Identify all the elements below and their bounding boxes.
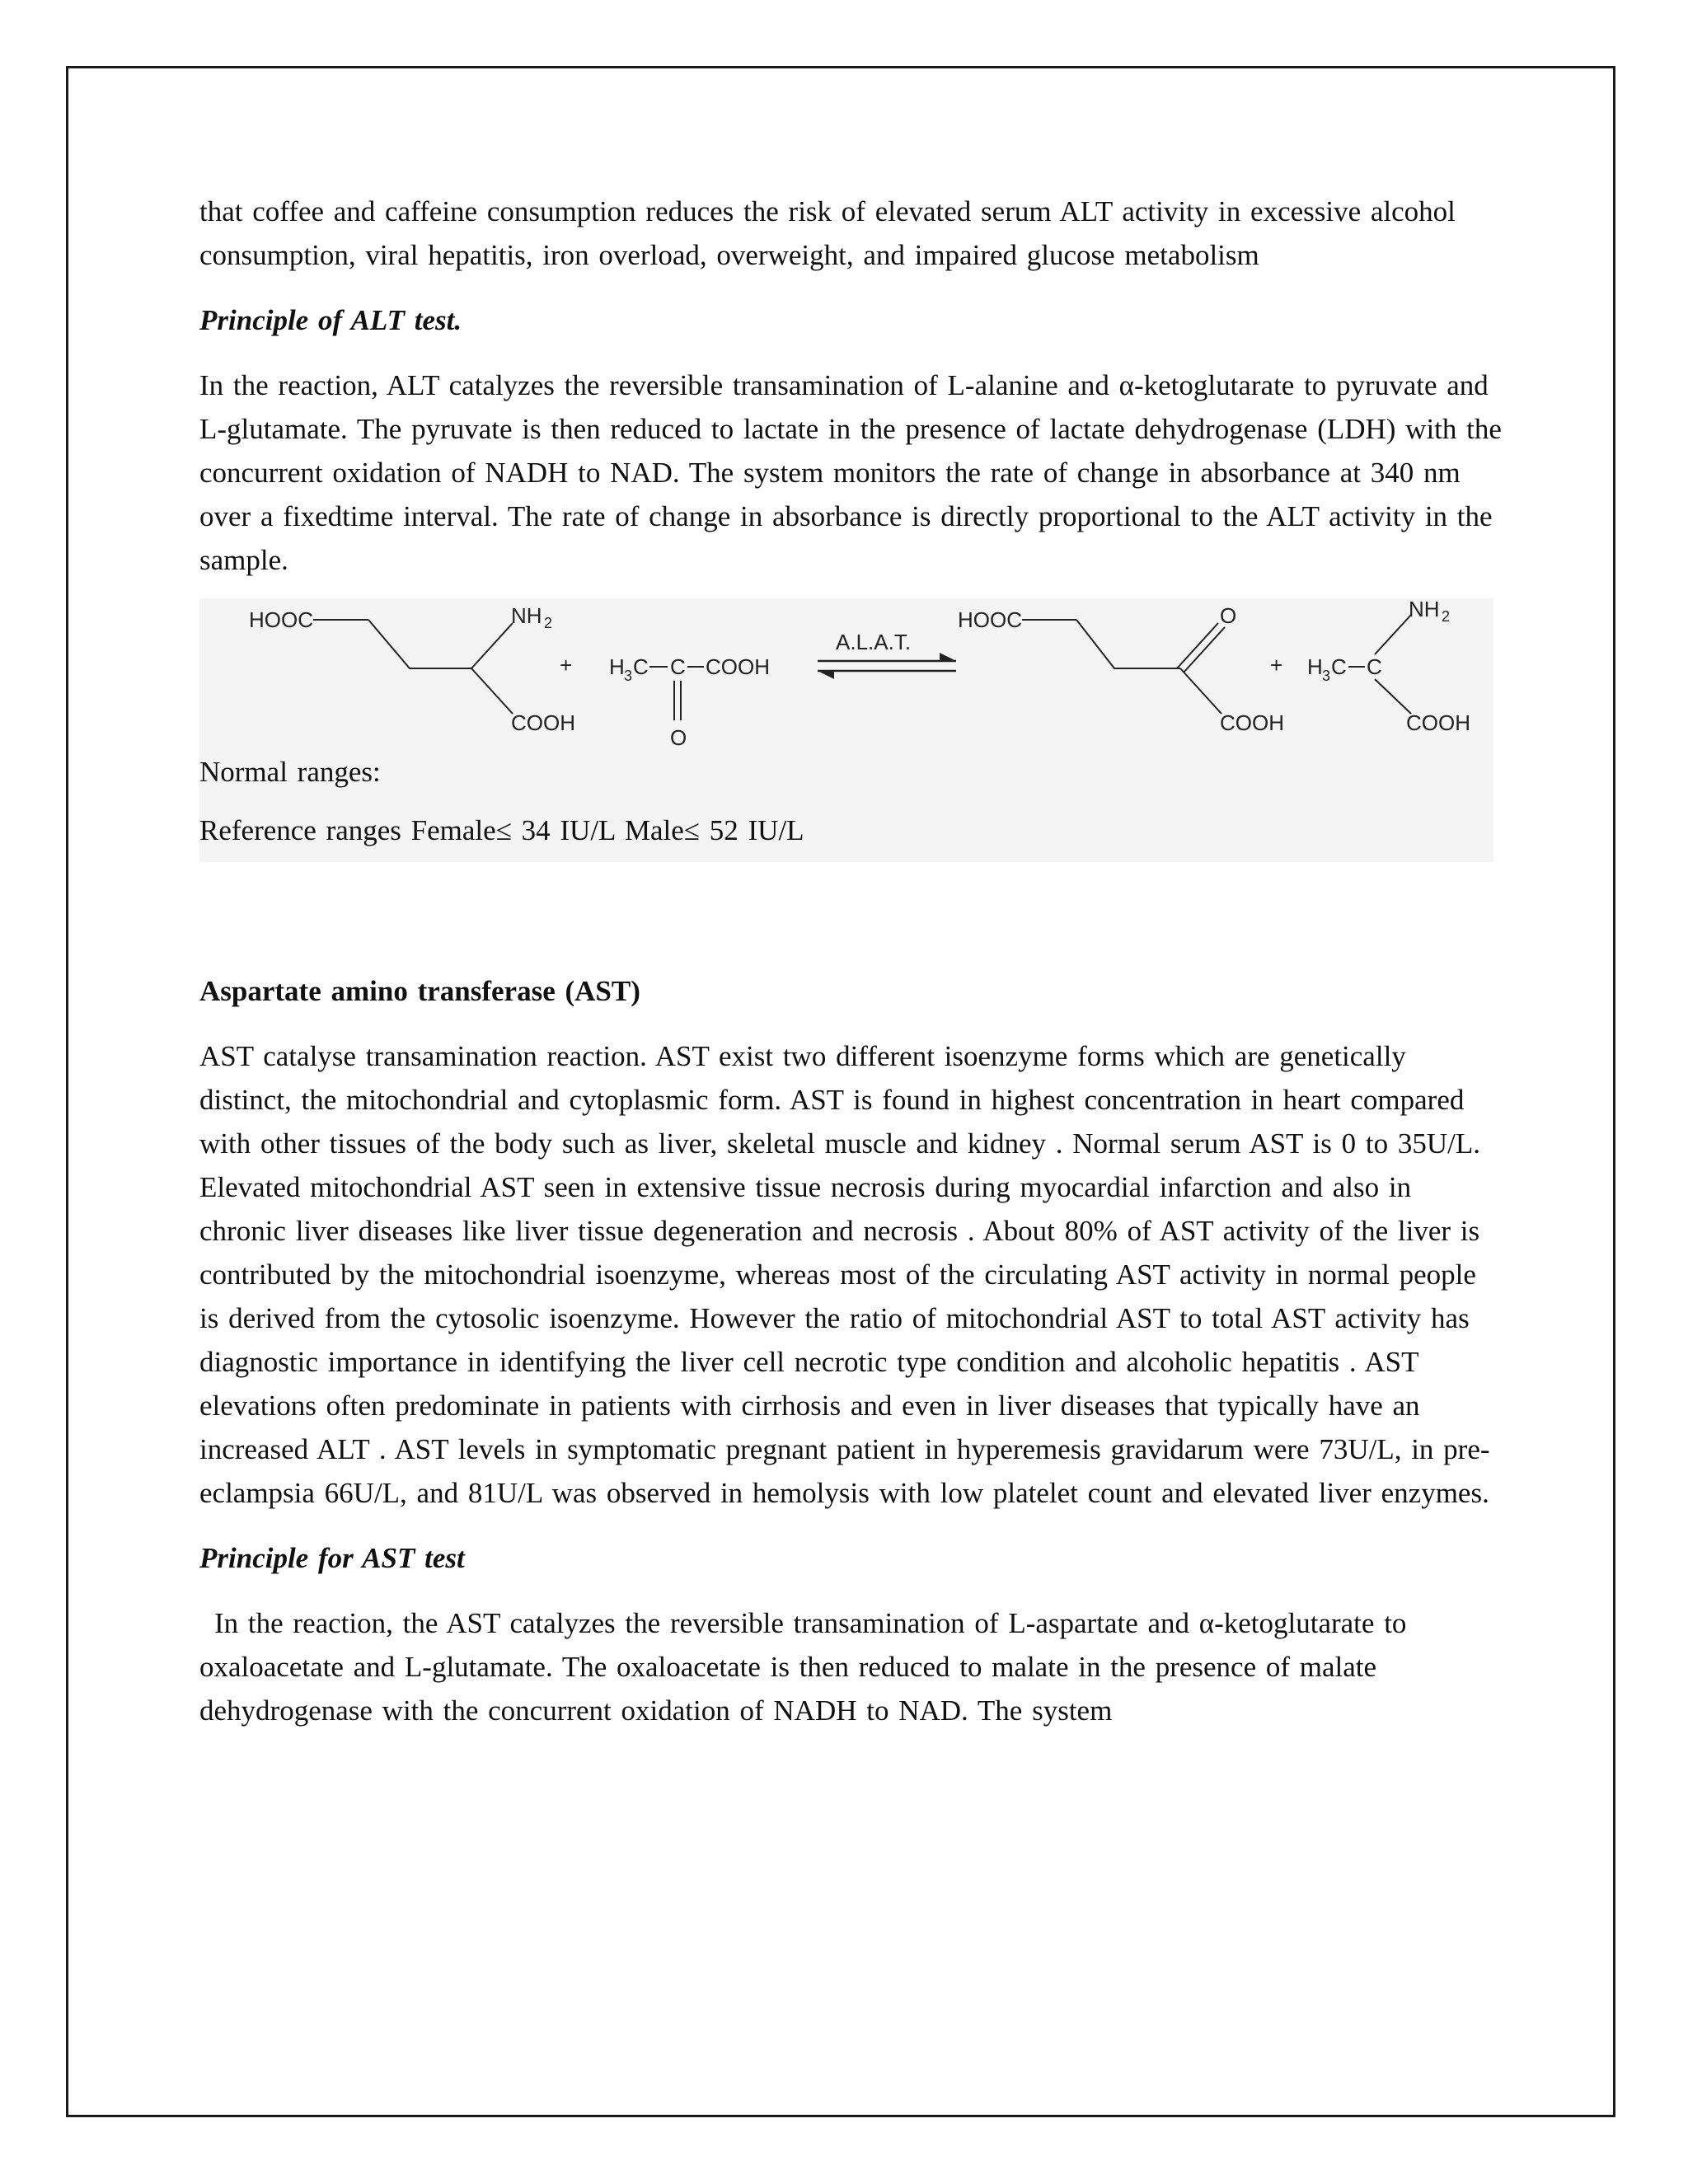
alt-principle-heading: Principle of ALT test.	[199, 304, 462, 336]
forward-arrowhead	[940, 653, 956, 661]
cooh-label-2: COOH	[706, 654, 770, 679]
intro-paragraph: that coffee and caffeine consumption reduces the risk of elevated serum ALT activity in excessive alcohol consumption, viral hepatitis, iron overload, overweight, and impaired glucose metabolism	[199, 195, 1456, 271]
c-label-2: C	[1367, 654, 1382, 679]
h3c-label-2: H	[1307, 654, 1323, 679]
hooc-label-2: HOOC	[958, 607, 1022, 632]
document-body	[199, 190, 1502, 1732]
nh2-label-1: NH	[511, 603, 542, 628]
bond	[471, 668, 513, 714]
bond	[1076, 620, 1180, 668]
bond	[368, 620, 471, 668]
reaction-figure	[199, 598, 1493, 862]
o-label-2: O	[1220, 603, 1237, 628]
plus-sign-2: +	[1270, 653, 1283, 677]
hooc-label-1: HOOC	[249, 607, 313, 632]
bond	[1184, 627, 1225, 673]
reverse-arrowhead	[818, 671, 834, 679]
c-label-mid: C	[670, 654, 686, 679]
subscript: 2	[1442, 608, 1451, 625]
subscript: 3	[624, 668, 633, 684]
alt-reaction-diagram	[249, 598, 1493, 759]
ast-heading: Aspartate amino transferase (AST)	[199, 975, 640, 1007]
bond	[1180, 668, 1221, 714]
c-label-h3c-2: C	[1331, 654, 1347, 679]
subscript: 3	[1322, 668, 1331, 684]
alt-principle-paragraph: In the reaction, ALT catalyzes the reversible transamination of L-alanine and α-ketoglutarate to pyruvate and L-glutamate. The pyruvate is then reduced to lactate in the presence of lactate dehydrogenase (LDH) with the concurrent oxidation of NADH to NAD. The system monitors the rate of change in absorbance at 340 nm over a fixedtime interval. The rate of change in absorbance is directly proportional to the ALT activity in the sample.	[199, 369, 1502, 576]
bond	[471, 623, 513, 668]
normal-ranges-label: Normal ranges:	[199, 756, 381, 788]
c-label-h3c-1: C	[633, 654, 649, 679]
ast-principle-paragraph: In the reaction, the AST catalyzes the reversible transamination of L-aspartate and α-ketoglutarate to oxaloacetate and L-glutamate. The oxaloacetate is then reduced to malate in the presence of malate dehydrogenase with the concurrent oxidation of NADH to NAD. The system	[199, 1607, 1407, 1727]
ast-principle-heading: Principle for AST test	[199, 1542, 465, 1574]
subscript: 2	[544, 615, 553, 631]
enzyme-label: A.L.A.T.	[836, 630, 912, 654]
h3c-label-1: H	[609, 654, 625, 679]
nh2-label-2: NH	[1409, 598, 1440, 621]
o-label-1: O	[670, 725, 687, 750]
bond	[1375, 679, 1411, 714]
reference-ranges-text: Reference ranges Female≤ 34 IU/L Male≤ 52 IU/L	[199, 814, 804, 846]
ast-paragraph: AST catalyse transamination reaction. AST exist two different isoenzyme forms which are genetically distinct, the mitochondrial and cytoplasmic form. AST is found in highest concentration in heart compared with other tissues of the body such as liver, skeletal muscle and kidney . Normal serum AST is 0 to 35U/L. Elevated mitochondrial AST seen in extensive tissue necrosis during myocardial infarction and also in chronic liver diseases like liver tissue degeneration and necrosis . About 80% of AST activity of the liver is contributed by the mitochondrial isoenzyme, whereas most of the circulating AST activity in normal people is derived from the cytosolic isoenzyme. However the ratio of mitochondrial AST to total AST activity has diagnostic importance in identifying the liver cell necrotic type condition and alcoholic hepatitis . AST elevations often predominate in patients with cirrhosis and even in liver diseases that typically have an increased ALT . AST levels in symptomatic pregnant patient in hyperemesis gravidarum were 73U/L, in pre-eclampsia 66U/L, and 81U/L was observed in hemolysis with low platelet count and elevated liver enzymes.	[199, 1040, 1490, 1509]
bond	[1177, 623, 1218, 668]
cooh-label-3: COOH	[1220, 710, 1284, 735]
cooh-label-1: COOH	[511, 710, 575, 735]
bond	[1375, 615, 1411, 654]
cooh-label-4: COOH	[1406, 710, 1470, 735]
plus-sign-1: +	[560, 653, 573, 677]
